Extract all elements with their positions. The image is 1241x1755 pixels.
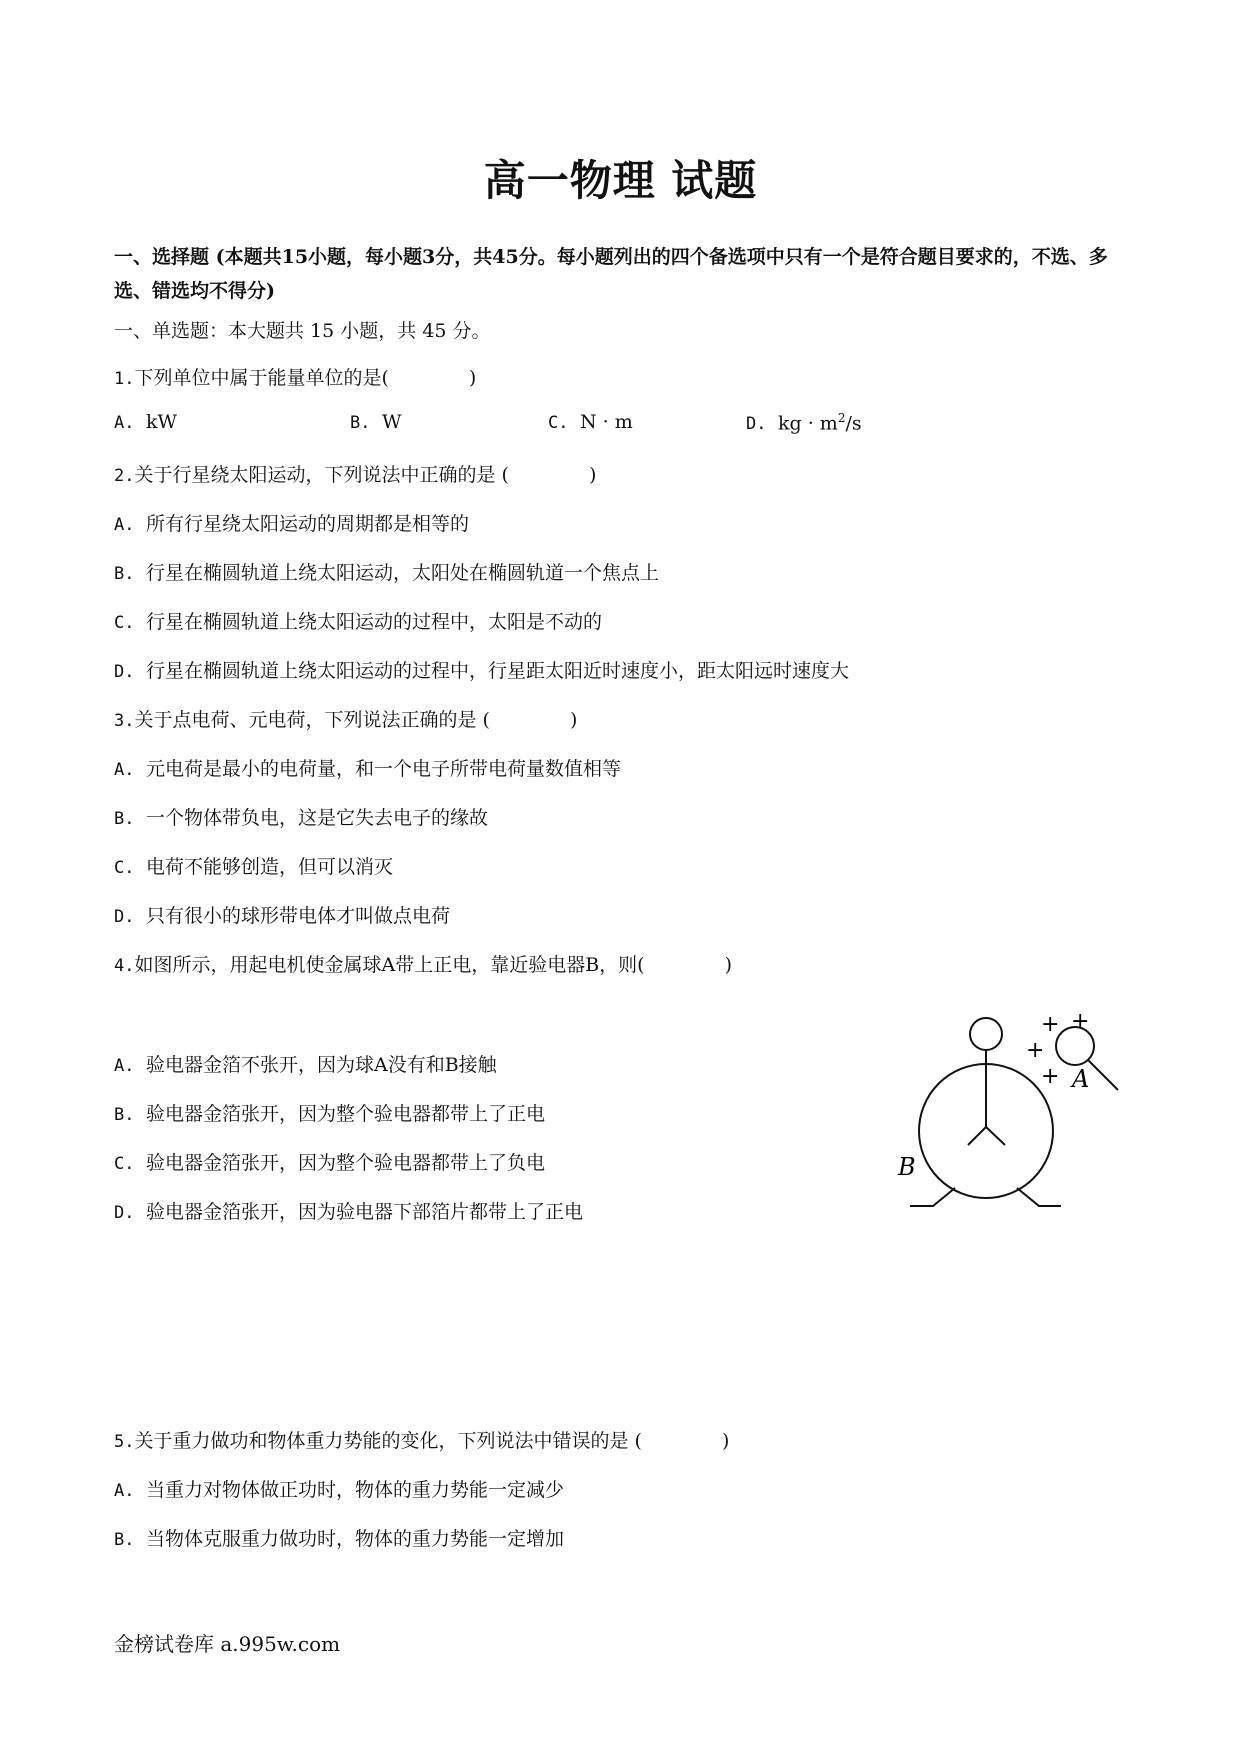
option-4c (114, 1148, 545, 1175)
plus-sign: + (1041, 1064, 1060, 1089)
option-letter: C. (114, 858, 135, 878)
option-letter: C. (114, 613, 135, 633)
option-letter: A. (114, 1056, 135, 1076)
option-2c (114, 607, 602, 634)
question-number: 1. (114, 369, 135, 389)
option-letter: A. (114, 1481, 135, 1501)
plus-sign: + (1026, 1038, 1045, 1063)
option-1d (746, 411, 862, 434)
question-text: 关于行星绕太阳运动，下列说法中正确的是 ( (134, 464, 509, 486)
option-text: 当物体克服重力做功时，物体的重力势能一定增加 (146, 1528, 565, 1550)
question-number: 5. (114, 1432, 135, 1452)
option-text: 验电器金箔张开，因为验电器下部箔片都带上了正电 (146, 1201, 584, 1223)
option-text: 行星在椭圆轨道上绕太阳运动的过程中，行星距太阳近时速度小，距太阳远时速度大 (146, 660, 850, 682)
option-text: 只有很小的球形带电体才叫做点电荷 (146, 905, 451, 927)
option-text: 所有行星绕太阳运动的周期都是相等的 (146, 513, 470, 535)
option-text: kW (146, 411, 178, 433)
electroscope-leaf-left (968, 1127, 986, 1145)
question-text: 关于重力做功和物体重力势能的变化，下列说法中错误的是 ( (134, 1430, 642, 1452)
question-number: 2. (114, 466, 135, 486)
question-close: ) (588, 464, 597, 486)
option-letter: A. (114, 413, 135, 433)
option-1b (350, 411, 402, 433)
option-letter: B. (350, 413, 371, 433)
question-close: ) (569, 709, 578, 731)
question-close: ) (468, 367, 477, 389)
option-2d (114, 656, 849, 683)
option-letter: C. (548, 413, 569, 433)
label-a: A (1072, 1065, 1090, 1093)
electroscope-knob (970, 1018, 1002, 1050)
option-4b (114, 1099, 545, 1126)
question-1-stem (114, 363, 476, 390)
section-subheading: 一、单选题：本大题共 15 小题，共 45 分。 (114, 320, 491, 342)
question-4-stem (114, 950, 732, 977)
electroscope-leaf-right (986, 1127, 1005, 1145)
option-4d (114, 1197, 583, 1224)
option-5a (114, 1475, 564, 1502)
option-letter: A. (114, 760, 135, 780)
option-5b (114, 1524, 564, 1551)
option-1a (114, 411, 177, 433)
option-text: 元电荷是最小的电荷量，和一个电子所带电荷量数值相等 (146, 758, 622, 780)
option-3c (114, 852, 393, 879)
option-2a (114, 509, 469, 536)
option-text: 当重力对物体做正功时，物体的重力势能一定减少 (146, 1479, 565, 1501)
option-4a (114, 1050, 497, 1077)
electroscope-leg-left (910, 1188, 955, 1206)
label-b: B (898, 1153, 916, 1181)
option-text: W (382, 411, 402, 433)
option-1c (548, 411, 633, 433)
option-text: 一个物体带负电，这是它失去电子的缘故 (146, 807, 489, 829)
option-letter: C. (114, 1154, 135, 1174)
option-text: 行星在椭圆轨道上绕太阳运动，太阳处在椭圆轨道一个焦点上 (146, 562, 660, 584)
question-number: 4. (114, 956, 135, 976)
option-text: 行星在椭圆轨道上绕太阳运动的过程中，太阳是不动的 (146, 611, 603, 633)
option-text: N · m (580, 411, 633, 433)
question-text: 下列单位中属于能量单位的是( (134, 367, 389, 389)
option-letter: B. (114, 1530, 135, 1550)
electroscope-diagram (895, 1000, 1135, 1230)
question-5-stem (114, 1426, 729, 1453)
ball-a-handle (1088, 1060, 1118, 1090)
question-number: 3. (114, 711, 135, 731)
question-2-stem (114, 460, 596, 487)
plus-sign: + (1071, 1009, 1090, 1034)
question-text: 如图所示，用起电机使金属球A带上正电，靠近验电器B，则( (134, 954, 645, 976)
option-text: 验电器金箔不张开，因为球A没有和B接触 (146, 1054, 497, 1076)
question-close: ) (721, 1430, 730, 1452)
option-3d (114, 901, 450, 928)
option-letter: A. (114, 515, 135, 535)
option-superscript: 2 (837, 411, 846, 425)
option-3a (114, 754, 621, 781)
option-2b (114, 558, 659, 585)
option-letter: D. (746, 414, 767, 435)
option-letter: B. (114, 564, 135, 584)
option-letter: D. (114, 662, 135, 682)
footer-source: 金榜试卷库 a.995w.com (114, 1632, 341, 1656)
section-heading: 一、选择题 (本题共15小题，每小题3分，共45分。每小题列出的四个备选项中只有一个是符合题目要求的，不选、多选、错选均不得分) (114, 246, 1108, 302)
question-close: ) (724, 954, 733, 976)
plus-sign: + (1041, 1012, 1060, 1037)
electroscope-figure (895, 1000, 1135, 1234)
page-title: 高一物理 试题 (483, 156, 758, 205)
option-letter: D. (114, 907, 135, 927)
question-text: 关于点电荷、元电荷，下列说法正确的是 ( (134, 709, 490, 731)
option-letter: D. (114, 1203, 135, 1223)
option-letter: B. (114, 809, 135, 829)
option-tail: /s (845, 412, 862, 435)
option-letter: B. (114, 1105, 135, 1125)
option-text: kg · m (778, 412, 838, 435)
option-3b (114, 803, 488, 830)
option-text: 验电器金箔张开，因为整个验电器都带上了负电 (146, 1152, 546, 1174)
option-text: 验电器金箔张开，因为整个验电器都带上了正电 (146, 1103, 546, 1125)
option-text: 电荷不能够创造，但可以消灭 (146, 856, 394, 878)
question-3-stem (114, 705, 577, 732)
electroscope-leg-right (1017, 1188, 1061, 1206)
